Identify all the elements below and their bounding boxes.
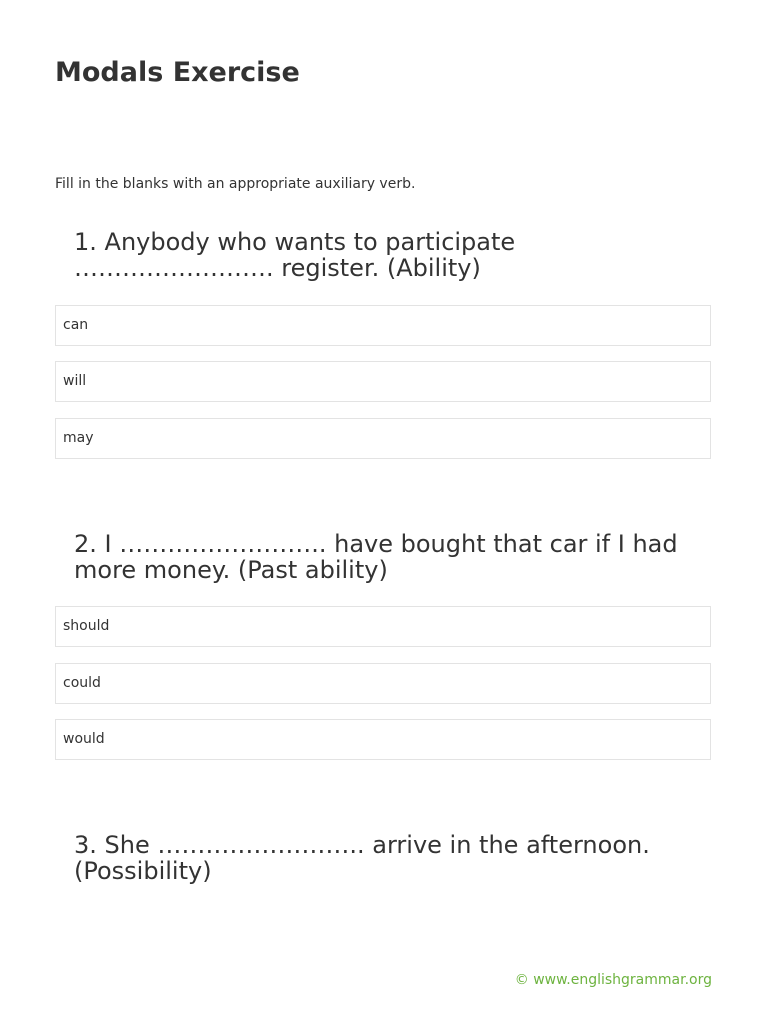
question-1-option-can[interactable]: can xyxy=(55,305,711,346)
question-1-text: 1. Anybody who wants to participate ……………………. register. (Ability) xyxy=(74,228,516,282)
question-1-option-may[interactable]: may xyxy=(55,418,711,459)
instructions-text: Fill in the blanks with an appropriate auxiliary verb. xyxy=(55,176,416,192)
footer-copyright-link[interactable]: © www.englishgrammar.org xyxy=(514,972,712,988)
question-2-option-could[interactable]: could xyxy=(55,663,711,704)
page-title: Modals Exercise xyxy=(55,57,300,88)
question-1-option-will[interactable]: will xyxy=(55,361,711,402)
question-2-option-would[interactable]: would xyxy=(55,719,711,760)
question-2-option-should[interactable]: should xyxy=(55,606,711,647)
question-2-text: 2. I …………………….. have bought that car if I had more money. (Past ability) xyxy=(74,530,678,584)
question-3-text: 3. She …………………….. arrive in the afternoon. (Possibility) xyxy=(74,831,650,885)
